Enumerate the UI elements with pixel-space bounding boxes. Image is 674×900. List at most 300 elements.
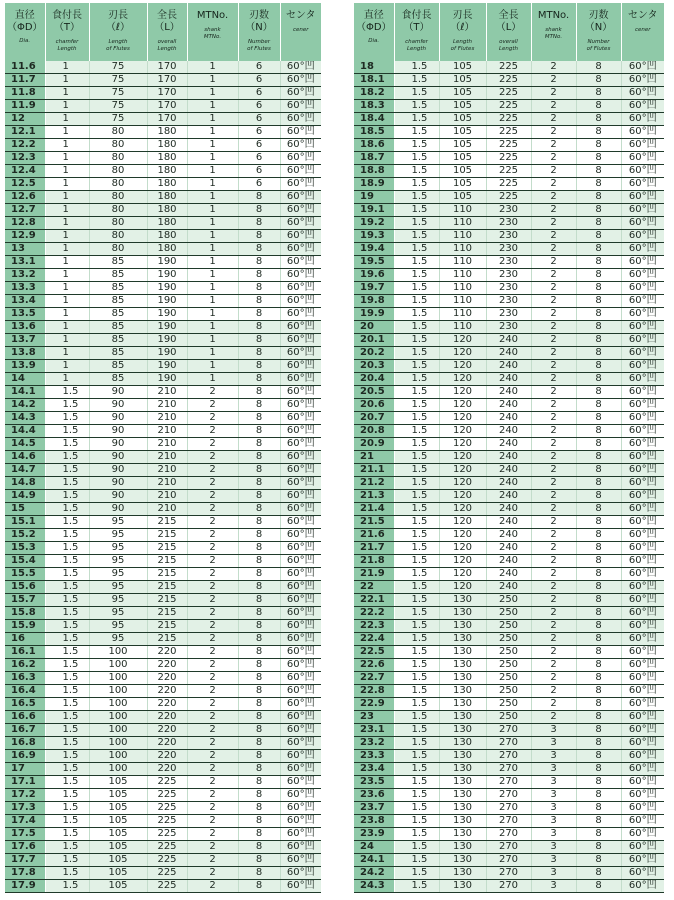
- cell-flutes: 8: [238, 542, 280, 555]
- cell-overall-length: 250: [486, 646, 531, 659]
- cell-flutes: 8: [576, 113, 621, 126]
- cell-flutes: 8: [576, 100, 621, 113]
- cell-flute-length: 120: [439, 451, 486, 464]
- cell-overall-length: 250: [486, 607, 531, 620]
- table-row: [354, 711, 664, 724]
- cell-chamfer-length: 1.5: [394, 334, 439, 347]
- cell-diameter: 15.4: [5, 555, 45, 568]
- cell-center: 60°凹: [280, 230, 321, 243]
- cell-diameter: 23.4: [354, 763, 394, 776]
- table-row: [5, 789, 321, 802]
- cell-center: 60°凹: [621, 828, 664, 841]
- cell-diameter: 14.4: [5, 425, 45, 438]
- cell-mtno: 2: [187, 490, 238, 503]
- cell-flutes: 8: [238, 321, 280, 334]
- cell-overall-length: 240: [486, 568, 531, 581]
- cell-chamfer-length: 1.5: [45, 685, 89, 698]
- cell-diameter: 17.4: [5, 815, 45, 828]
- cell-overall-length: 270: [486, 841, 531, 854]
- cell-flute-length: 95: [89, 581, 147, 594]
- cell-flute-length: 130: [439, 789, 486, 802]
- cell-overall-length: 230: [486, 217, 531, 230]
- cell-chamfer-length: 1.5: [394, 360, 439, 373]
- cell-chamfer-length: 1: [45, 204, 89, 217]
- table-row: [5, 490, 321, 503]
- cell-overall-length: 240: [486, 334, 531, 347]
- cell-mtno: 2: [531, 568, 576, 581]
- cell-flute-length: 120: [439, 399, 486, 412]
- cell-overall-length: 190: [147, 308, 187, 321]
- table-row: [5, 256, 321, 269]
- cell-center: 60°凹: [280, 620, 321, 633]
- col-header-diameter: 直径 （ΦD） Dia.: [5, 3, 45, 61]
- cell-mtno: 1: [187, 308, 238, 321]
- cell-center: 60°凹: [621, 139, 664, 152]
- cell-center: 60°凹: [621, 802, 664, 815]
- cell-diameter: 13.3: [5, 282, 45, 295]
- cell-overall-length: 210: [147, 399, 187, 412]
- table-row: [5, 243, 321, 256]
- cell-chamfer-length: 1.5: [394, 620, 439, 633]
- cell-overall-length: 270: [486, 789, 531, 802]
- table-row: [354, 100, 664, 113]
- cell-flute-length: 130: [439, 802, 486, 815]
- cell-center: 60°凹: [280, 503, 321, 516]
- cell-mtno: 2: [531, 191, 576, 204]
- cell-overall-length: 240: [486, 490, 531, 503]
- cell-mtno: 2: [531, 100, 576, 113]
- cell-flutes: 8: [576, 763, 621, 776]
- cell-center: 60°凹: [621, 451, 664, 464]
- cell-mtno: 2: [531, 152, 576, 165]
- cell-flutes: 8: [576, 594, 621, 607]
- cell-flute-length: 130: [439, 620, 486, 633]
- cell-flute-length: 120: [439, 464, 486, 477]
- spec-table-right: [354, 3, 664, 893]
- cell-chamfer-length: 1.5: [45, 854, 89, 867]
- cell-flute-length: 105: [89, 841, 147, 854]
- cell-flute-length: 105: [439, 113, 486, 126]
- cell-chamfer-length: 1.5: [394, 555, 439, 568]
- cell-mtno: 2: [531, 672, 576, 685]
- cell-overall-length: 210: [147, 412, 187, 425]
- cell-overall-length: 210: [147, 477, 187, 490]
- cell-center: 60°凹: [621, 711, 664, 724]
- cell-flutes: 8: [576, 477, 621, 490]
- cell-diameter: 14.6: [5, 451, 45, 464]
- cell-chamfer-length: 1.5: [45, 529, 89, 542]
- cell-chamfer-length: 1.5: [394, 659, 439, 672]
- cell-center: 60°凹: [621, 490, 664, 503]
- cell-overall-length: 225: [486, 87, 531, 100]
- cell-center: 60°凹: [280, 594, 321, 607]
- cell-chamfer-length: 1.5: [45, 711, 89, 724]
- cell-overall-length: 190: [147, 321, 187, 334]
- cell-flute-length: 130: [439, 737, 486, 750]
- cell-mtno: 2: [531, 61, 576, 74]
- cell-overall-length: 210: [147, 464, 187, 477]
- cell-center: 60°凹: [280, 828, 321, 841]
- cell-flutes: 8: [238, 789, 280, 802]
- cell-center: 60°凹: [621, 659, 664, 672]
- cell-chamfer-length: 1.5: [394, 386, 439, 399]
- cell-overall-length: 215: [147, 607, 187, 620]
- table-row: [354, 412, 664, 425]
- cell-diameter: 23.1: [354, 724, 394, 737]
- cell-chamfer-length: 1.5: [45, 724, 89, 737]
- cell-flutes: 8: [238, 204, 280, 217]
- cell-diameter: 11.8: [5, 87, 45, 100]
- cell-flute-length: 85: [89, 269, 147, 282]
- cell-overall-length: 250: [486, 711, 531, 724]
- spec-table-left: [5, 3, 321, 893]
- cell-flute-length: 75: [89, 100, 147, 113]
- cell-diameter: 18.8: [354, 165, 394, 178]
- cell-overall-length: 220: [147, 711, 187, 724]
- cell-diameter: 14.7: [5, 464, 45, 477]
- cell-chamfer-length: 1.5: [394, 763, 439, 776]
- cell-chamfer-length: 1: [45, 113, 89, 126]
- table-row: [5, 880, 321, 893]
- cell-diameter: 19.9: [354, 308, 394, 321]
- cell-center: 60°凹: [280, 347, 321, 360]
- cell-center: 60°凹: [621, 529, 664, 542]
- cell-mtno: 2: [187, 620, 238, 633]
- cell-flute-length: 90: [89, 503, 147, 516]
- table-row: [5, 321, 321, 334]
- col-header-flutes: 刃数 （N） Number of Flutes: [238, 3, 280, 61]
- cell-center: 60°凹: [280, 633, 321, 646]
- col-header-overall-length: 全長 （L） overall Length: [486, 3, 531, 61]
- cell-chamfer-length: 1: [45, 295, 89, 308]
- cell-center: 60°凹: [621, 646, 664, 659]
- cell-diameter: 16.2: [5, 659, 45, 672]
- cell-flutes: 8: [238, 594, 280, 607]
- cell-chamfer-length: 1: [45, 282, 89, 295]
- table-row: [354, 334, 664, 347]
- cell-flutes: 8: [238, 841, 280, 854]
- cell-overall-length: 180: [147, 152, 187, 165]
- cell-mtno: 1: [187, 347, 238, 360]
- cell-center: 60°凹: [621, 750, 664, 763]
- cell-mtno: 2: [187, 841, 238, 854]
- cell-flute-length: 105: [439, 74, 486, 87]
- cell-diameter: 15.1: [5, 516, 45, 529]
- table-row: [354, 74, 664, 87]
- cell-mtno: 3: [531, 724, 576, 737]
- cell-overall-length: 215: [147, 542, 187, 555]
- table-row: [5, 555, 321, 568]
- cell-chamfer-length: 1.5: [45, 802, 89, 815]
- cell-flute-length: 110: [439, 204, 486, 217]
- cell-overall-length: 210: [147, 451, 187, 464]
- cell-mtno: 1: [187, 295, 238, 308]
- cell-mtno: 2: [531, 685, 576, 698]
- table-row: [5, 724, 321, 737]
- cell-flute-length: 80: [89, 217, 147, 230]
- cell-diameter: 16.7: [5, 724, 45, 737]
- cell-diameter: 24: [354, 841, 394, 854]
- table-row: [354, 243, 664, 256]
- cell-center: 60°凹: [280, 178, 321, 191]
- cell-center: 60°凹: [280, 373, 321, 386]
- cell-overall-length: 225: [486, 152, 531, 165]
- cell-overall-length: 250: [486, 672, 531, 685]
- cell-chamfer-length: 1.5: [394, 282, 439, 295]
- cell-diameter: 17.1: [5, 776, 45, 789]
- cell-chamfer-length: 1.5: [45, 568, 89, 581]
- cell-diameter: 21.2: [354, 477, 394, 490]
- cell-mtno: 1: [187, 74, 238, 87]
- cell-overall-length: 240: [486, 581, 531, 594]
- cell-mtno: 2: [187, 880, 238, 893]
- table-row: [354, 503, 664, 516]
- cell-chamfer-length: 1.5: [45, 555, 89, 568]
- cell-flutes: 8: [576, 451, 621, 464]
- cell-flute-length: 95: [89, 633, 147, 646]
- cell-chamfer-length: 1: [45, 360, 89, 373]
- cell-center: 60°凹: [280, 581, 321, 594]
- cell-mtno: 1: [187, 178, 238, 191]
- cell-mtno: 1: [187, 282, 238, 295]
- cell-flute-length: 90: [89, 438, 147, 451]
- cell-overall-length: 250: [486, 685, 531, 698]
- cell-center: 60°凹: [621, 503, 664, 516]
- table-row: [5, 672, 321, 685]
- cell-overall-length: 215: [147, 568, 187, 581]
- cell-diameter: 12.4: [5, 165, 45, 178]
- cell-center: 60°凹: [280, 269, 321, 282]
- cell-chamfer-length: 1.5: [394, 321, 439, 334]
- cell-overall-length: 220: [147, 659, 187, 672]
- cell-center: 60°凹: [280, 334, 321, 347]
- cell-center: 60°凹: [280, 750, 321, 763]
- cell-overall-length: 230: [486, 295, 531, 308]
- cell-flute-length: 130: [439, 750, 486, 763]
- cell-chamfer-length: 1.5: [394, 191, 439, 204]
- cell-overall-length: 225: [147, 867, 187, 880]
- cell-flute-length: 120: [439, 373, 486, 386]
- cell-overall-length: 225: [147, 776, 187, 789]
- cell-chamfer-length: 1.5: [394, 646, 439, 659]
- cell-center: 60°凹: [280, 646, 321, 659]
- cell-chamfer-length: 1.5: [45, 503, 89, 516]
- cell-flutes: 8: [576, 386, 621, 399]
- cell-center: 60°凹: [280, 815, 321, 828]
- cell-center: 60°凹: [621, 815, 664, 828]
- cell-flute-length: 80: [89, 165, 147, 178]
- cell-overall-length: 270: [486, 854, 531, 867]
- table-row: [354, 152, 664, 165]
- cell-diameter: 20.3: [354, 360, 394, 373]
- cell-overall-length: 180: [147, 139, 187, 152]
- cell-overall-length: 220: [147, 672, 187, 685]
- cell-center: 60°凹: [621, 568, 664, 581]
- cell-mtno: 2: [531, 711, 576, 724]
- cell-flute-length: 90: [89, 412, 147, 425]
- cell-center: 60°凹: [621, 100, 664, 113]
- cell-flutes: 8: [576, 282, 621, 295]
- cell-flute-length: 130: [439, 880, 486, 893]
- cell-center: 60°凹: [280, 87, 321, 100]
- cell-flutes: 6: [238, 126, 280, 139]
- table-row: [5, 230, 321, 243]
- cell-chamfer-length: 1.5: [45, 464, 89, 477]
- table-row: [354, 880, 664, 893]
- cell-flutes: 8: [576, 555, 621, 568]
- cell-center: 60°凹: [621, 867, 664, 880]
- cell-mtno: 2: [531, 178, 576, 191]
- table-body: [5, 61, 321, 893]
- table-row: [354, 659, 664, 672]
- cell-flutes: 8: [576, 464, 621, 477]
- cell-mtno: 2: [187, 594, 238, 607]
- cell-overall-length: 230: [486, 321, 531, 334]
- cell-flute-length: 130: [439, 646, 486, 659]
- cell-flutes: 8: [238, 854, 280, 867]
- cell-diameter: 13.6: [5, 321, 45, 334]
- cell-flute-length: 105: [89, 854, 147, 867]
- cell-diameter: 17: [5, 763, 45, 776]
- cell-diameter: 14.2: [5, 399, 45, 412]
- cell-diameter: 21.7: [354, 542, 394, 555]
- cell-flute-length: 75: [89, 113, 147, 126]
- cell-center: 60°凹: [621, 516, 664, 529]
- cell-mtno: 2: [187, 724, 238, 737]
- table-row: [354, 516, 664, 529]
- cell-overall-length: 225: [147, 841, 187, 854]
- cell-chamfer-length: 1.5: [45, 490, 89, 503]
- cell-flutes: 8: [238, 711, 280, 724]
- table-row: [5, 841, 321, 854]
- table-row: [354, 529, 664, 542]
- cell-mtno: 2: [531, 477, 576, 490]
- table-row: [354, 802, 664, 815]
- cell-center: 60°凹: [621, 880, 664, 893]
- cell-mtno: 1: [187, 334, 238, 347]
- cell-mtno: 1: [187, 321, 238, 334]
- table-row: [354, 438, 664, 451]
- cell-center: 60°凹: [280, 321, 321, 334]
- cell-flutes: 8: [576, 542, 621, 555]
- table-row: [5, 633, 321, 646]
- cell-chamfer-length: 1.5: [394, 373, 439, 386]
- cell-chamfer-length: 1.5: [45, 672, 89, 685]
- cell-flutes: 8: [576, 87, 621, 100]
- cell-mtno: 2: [187, 750, 238, 763]
- table-row: [5, 594, 321, 607]
- cell-diameter: 22.3: [354, 620, 394, 633]
- cell-mtno: 2: [187, 607, 238, 620]
- cell-mtno: 2: [187, 581, 238, 594]
- cell-flutes: 8: [576, 295, 621, 308]
- cell-chamfer-length: 1.5: [45, 646, 89, 659]
- cell-center: 60°凹: [280, 724, 321, 737]
- cell-flute-length: 95: [89, 516, 147, 529]
- cell-chamfer-length: 1: [45, 165, 89, 178]
- cell-mtno: 2: [531, 321, 576, 334]
- cell-overall-length: 210: [147, 503, 187, 516]
- cell-chamfer-length: 1.5: [394, 529, 439, 542]
- cell-flute-length: 130: [439, 633, 486, 646]
- cell-center: 60°凹: [621, 776, 664, 789]
- cell-overall-length: 170: [147, 113, 187, 126]
- cell-center: 60°凹: [280, 464, 321, 477]
- cell-diameter: 12.1: [5, 126, 45, 139]
- cell-center: 60°凹: [621, 165, 664, 178]
- table-row: [5, 347, 321, 360]
- table-row: [354, 386, 664, 399]
- cell-diameter: 23.8: [354, 815, 394, 828]
- cell-flute-length: 105: [89, 789, 147, 802]
- cell-flute-length: 75: [89, 61, 147, 74]
- cell-flutes: 8: [238, 295, 280, 308]
- cell-diameter: 15.2: [5, 529, 45, 542]
- cell-flute-length: 100: [89, 750, 147, 763]
- cell-diameter: 12: [5, 113, 45, 126]
- cell-mtno: 2: [531, 503, 576, 516]
- cell-mtno: 2: [531, 256, 576, 269]
- cell-diameter: 12.8: [5, 217, 45, 230]
- cell-center: 60°凹: [280, 607, 321, 620]
- cell-flute-length: 105: [439, 61, 486, 74]
- table-row: [354, 854, 664, 867]
- table-row: [354, 113, 664, 126]
- cell-mtno: 1: [187, 360, 238, 373]
- cell-overall-length: 240: [486, 386, 531, 399]
- cell-flute-length: 120: [439, 503, 486, 516]
- cell-mtno: 1: [187, 373, 238, 386]
- cell-flute-length: 85: [89, 321, 147, 334]
- cell-overall-length: 270: [486, 802, 531, 815]
- cell-diameter: 20.4: [354, 373, 394, 386]
- cell-center: 60°凹: [280, 685, 321, 698]
- cell-center: 60°凹: [621, 594, 664, 607]
- cell-diameter: 18.9: [354, 178, 394, 191]
- cell-mtno: 2: [187, 399, 238, 412]
- cell-chamfer-length: 1.5: [45, 776, 89, 789]
- col-header-chamfer: 食付長 （T） chamfer Length: [45, 3, 89, 61]
- cell-mtno: 1: [187, 165, 238, 178]
- cell-overall-length: 180: [147, 217, 187, 230]
- cell-chamfer-length: 1.5: [394, 100, 439, 113]
- cell-flute-length: 120: [439, 529, 486, 542]
- cell-flutes: 8: [576, 828, 621, 841]
- cell-center: 60°凹: [621, 113, 664, 126]
- table-row: [5, 139, 321, 152]
- cell-diameter: 23.6: [354, 789, 394, 802]
- cell-mtno: 2: [531, 607, 576, 620]
- cell-flute-length: 85: [89, 334, 147, 347]
- cell-overall-length: 190: [147, 334, 187, 347]
- cell-mtno: 3: [531, 737, 576, 750]
- cell-flute-length: 75: [89, 87, 147, 100]
- cell-chamfer-length: 1.5: [45, 880, 89, 893]
- table-row: [354, 594, 664, 607]
- cell-center: 60°凹: [621, 243, 664, 256]
- cell-flute-length: 130: [439, 776, 486, 789]
- cell-flutes: 8: [576, 698, 621, 711]
- cell-overall-length: 240: [486, 412, 531, 425]
- cell-overall-length: 270: [486, 724, 531, 737]
- cell-flute-length: 90: [89, 464, 147, 477]
- cell-center: 60°凹: [280, 516, 321, 529]
- cell-flutes: 8: [576, 490, 621, 503]
- table-row: [354, 737, 664, 750]
- cell-center: 60°凹: [621, 685, 664, 698]
- cell-center: 60°凹: [280, 308, 321, 321]
- cell-chamfer-length: 1.5: [45, 737, 89, 750]
